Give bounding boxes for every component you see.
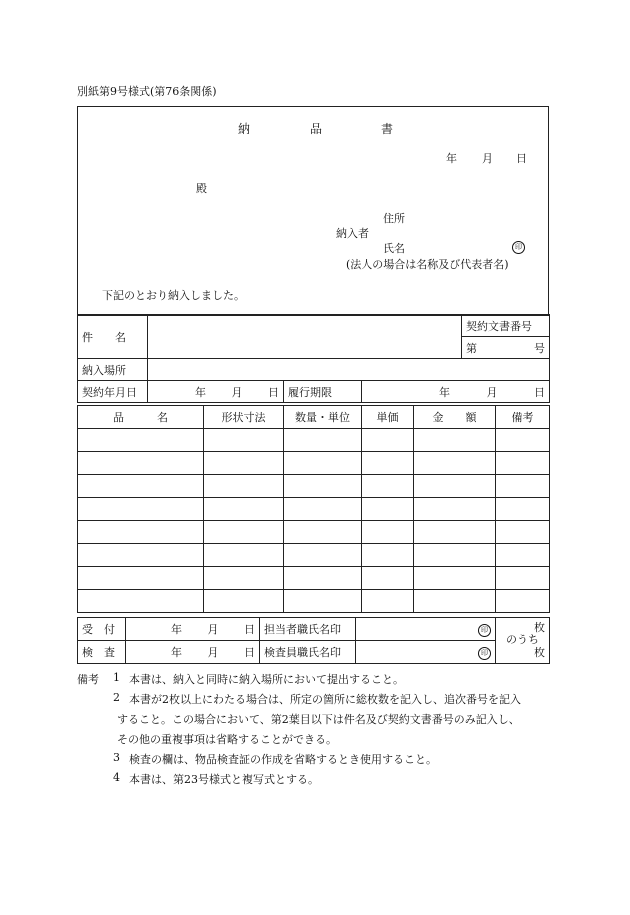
note-2-text: 本書が2枚以上にわたる場合は、所定の箇所に総枚数を記入し、追次番号を記入 bbox=[129, 693, 521, 706]
inspector-seal-icon: 印 bbox=[478, 647, 491, 660]
staff-seal-icon: 印 bbox=[478, 624, 491, 637]
addressee-suffix: 殿 bbox=[196, 182, 207, 195]
cell-shape-size[interactable] bbox=[204, 521, 284, 544]
received-year: 年 bbox=[171, 623, 182, 636]
note-4-text: 本書は、第23号様式と複写式とする。 bbox=[129, 773, 319, 786]
note-2-cont-2: その他の重複事項は省略することができる。 bbox=[117, 733, 337, 746]
table-row bbox=[78, 475, 550, 498]
cell-unit-price[interactable] bbox=[362, 544, 414, 567]
cell-item[interactable] bbox=[78, 475, 204, 498]
note-3-num: 3 bbox=[113, 751, 120, 764]
cell-quantity-unit[interactable] bbox=[284, 475, 362, 498]
cell-remarks[interactable] bbox=[496, 429, 550, 452]
cell-shape-size[interactable] bbox=[204, 498, 284, 521]
cell-item[interactable] bbox=[78, 498, 204, 521]
contract-info-table bbox=[77, 314, 550, 403]
date-year-label: 年 bbox=[446, 152, 457, 165]
note-2-num: 2 bbox=[113, 691, 120, 704]
contract-date-label: 契約年月日 bbox=[78, 381, 148, 403]
table-row bbox=[78, 567, 550, 590]
cell-unit-price[interactable] bbox=[362, 521, 414, 544]
cell-quantity-unit[interactable] bbox=[284, 452, 362, 475]
cell-remarks[interactable] bbox=[496, 521, 550, 544]
cell-quantity-unit[interactable] bbox=[284, 544, 362, 567]
cell-remarks[interactable] bbox=[496, 498, 550, 521]
cell-shape-size[interactable] bbox=[204, 452, 284, 475]
deadline-month: 月 bbox=[486, 385, 498, 399]
inspection-month: 月 bbox=[207, 646, 219, 659]
deadline-field[interactable] bbox=[362, 381, 550, 403]
sheet-count-middle: のうち bbox=[506, 633, 539, 647]
delivery-place-label: 納入場所 bbox=[78, 359, 148, 381]
contract-doc-no-prefix: 第 bbox=[466, 341, 477, 355]
inspection-label: 検 査 bbox=[78, 641, 126, 664]
address-label: 住所 bbox=[383, 212, 405, 225]
item-name-field[interactable] bbox=[148, 315, 462, 359]
deadline-day: 日 bbox=[534, 385, 545, 399]
staff-label: 担当者職氏名印 bbox=[260, 618, 356, 641]
note-1-num: 1 bbox=[113, 671, 120, 684]
cell-unit-price[interactable] bbox=[362, 567, 414, 590]
cell-quantity-unit[interactable] bbox=[284, 498, 362, 521]
contract-doc-no-field[interactable] bbox=[462, 337, 550, 359]
cell-item[interactable] bbox=[78, 567, 204, 590]
cell-amount[interactable] bbox=[414, 498, 496, 521]
items-table bbox=[77, 405, 550, 613]
cell-unit-price[interactable] bbox=[362, 498, 414, 521]
inspection-date-field[interactable] bbox=[126, 641, 260, 664]
cell-amount[interactable] bbox=[414, 429, 496, 452]
col-header-shape-size: 形状寸法 bbox=[204, 406, 284, 429]
form-title: 別紙第9号様式(第76条関係) bbox=[77, 85, 217, 98]
title-char-3: 書 bbox=[381, 122, 394, 136]
cell-item[interactable] bbox=[78, 521, 204, 544]
deadline-label: 履行期限 bbox=[284, 381, 362, 403]
item-name-label: 件 名 bbox=[78, 315, 148, 359]
date-month-label: 月 bbox=[482, 152, 493, 165]
cell-item[interactable] bbox=[78, 452, 204, 475]
cell-unit-price[interactable] bbox=[362, 452, 414, 475]
cell-unit-price[interactable] bbox=[362, 475, 414, 498]
col-header-amount: 金 額 bbox=[414, 406, 496, 429]
title-char-2: 品 bbox=[310, 122, 323, 136]
inspector-field[interactable] bbox=[356, 641, 496, 664]
deliverer-label: 納入者 bbox=[336, 227, 369, 240]
cell-quantity-unit[interactable] bbox=[284, 521, 362, 544]
cell-amount[interactable] bbox=[414, 475, 496, 498]
received-date-field[interactable] bbox=[126, 618, 260, 641]
deadline-year: 年 bbox=[439, 385, 450, 399]
cell-amount[interactable] bbox=[414, 452, 496, 475]
contract-date-year: 年 bbox=[195, 385, 206, 399]
note-4-num: 4 bbox=[113, 771, 120, 784]
cell-item[interactable] bbox=[78, 590, 204, 613]
table-row bbox=[78, 429, 550, 452]
sheet-count-top: 枚 bbox=[534, 620, 545, 634]
inspection-day: 日 bbox=[244, 646, 255, 659]
cell-amount[interactable] bbox=[414, 521, 496, 544]
table-row bbox=[78, 544, 550, 567]
cell-quantity-unit[interactable] bbox=[284, 590, 362, 613]
note-1-text: 本書は、納入と同時に納入場所において提出すること。 bbox=[129, 673, 404, 686]
delivery-place-field[interactable] bbox=[148, 359, 550, 381]
contract-date-field[interactable] bbox=[148, 381, 284, 403]
seal-icon: 印 bbox=[512, 241, 525, 254]
cell-remarks[interactable] bbox=[496, 475, 550, 498]
sheet-count-bottom: 枚 bbox=[534, 645, 545, 659]
received-month: 月 bbox=[207, 623, 219, 636]
note-2-cont-1: すること。この場合において、第2葉目以下は件名及び契約文書番号のみ記入し、 bbox=[117, 713, 520, 726]
notes-label: 備考 bbox=[77, 673, 99, 686]
table-row bbox=[78, 452, 550, 475]
received-label: 受 付 bbox=[78, 618, 126, 641]
corporate-note: (法人の場合は名称及び代表者名) bbox=[346, 258, 509, 271]
receipt-table bbox=[77, 617, 550, 664]
cell-amount[interactable] bbox=[414, 590, 496, 613]
cell-shape-size[interactable] bbox=[204, 544, 284, 567]
contract-date-day: 日 bbox=[268, 385, 279, 399]
contract-doc-no-suffix: 号 bbox=[534, 341, 545, 355]
cell-quantity-unit[interactable] bbox=[284, 429, 362, 452]
cell-shape-size[interactable] bbox=[204, 567, 284, 590]
cell-shape-size[interactable] bbox=[204, 475, 284, 498]
date-day-label: 日 bbox=[516, 152, 527, 165]
cell-shape-size[interactable] bbox=[204, 590, 284, 613]
inspection-year: 年 bbox=[171, 646, 182, 659]
table-row bbox=[78, 590, 550, 613]
name-label: 氏名 bbox=[383, 242, 405, 255]
col-header-remarks: 備考 bbox=[496, 406, 550, 429]
table-row bbox=[78, 521, 550, 544]
staff-field[interactable] bbox=[356, 618, 496, 641]
title-char-1: 納 bbox=[238, 122, 251, 136]
cell-amount[interactable] bbox=[414, 567, 496, 590]
statement-text: 下記のとおり納入しました。 bbox=[102, 289, 245, 302]
sheet-count-cell bbox=[496, 618, 550, 664]
delivery-form-header bbox=[77, 106, 549, 316]
cell-item[interactable] bbox=[78, 544, 204, 567]
cell-amount[interactable] bbox=[414, 544, 496, 567]
received-day: 日 bbox=[244, 623, 255, 636]
cell-remarks[interactable] bbox=[496, 452, 550, 475]
contract-date-month: 月 bbox=[231, 385, 243, 399]
col-header-item: 品 名 bbox=[78, 406, 204, 429]
cell-unit-price[interactable] bbox=[362, 590, 414, 613]
cell-shape-size[interactable] bbox=[204, 429, 284, 452]
cell-item[interactable] bbox=[78, 429, 204, 452]
table-row bbox=[78, 498, 550, 521]
cell-remarks[interactable] bbox=[496, 567, 550, 590]
note-3-text: 検査の欄は、物品検査証の作成を省略するとき使用すること。 bbox=[129, 753, 437, 766]
cell-remarks[interactable] bbox=[496, 590, 550, 613]
cell-unit-price[interactable] bbox=[362, 429, 414, 452]
inspector-label: 検査員職氏名印 bbox=[260, 641, 356, 664]
cell-quantity-unit[interactable] bbox=[284, 567, 362, 590]
cell-remarks[interactable] bbox=[496, 544, 550, 567]
col-header-unit-price: 単価 bbox=[362, 406, 414, 429]
col-header-quantity-unit: 数量・単位 bbox=[284, 406, 362, 429]
contract-doc-no-label: 契約文書番号 bbox=[462, 315, 550, 337]
items-header-row bbox=[78, 406, 550, 429]
